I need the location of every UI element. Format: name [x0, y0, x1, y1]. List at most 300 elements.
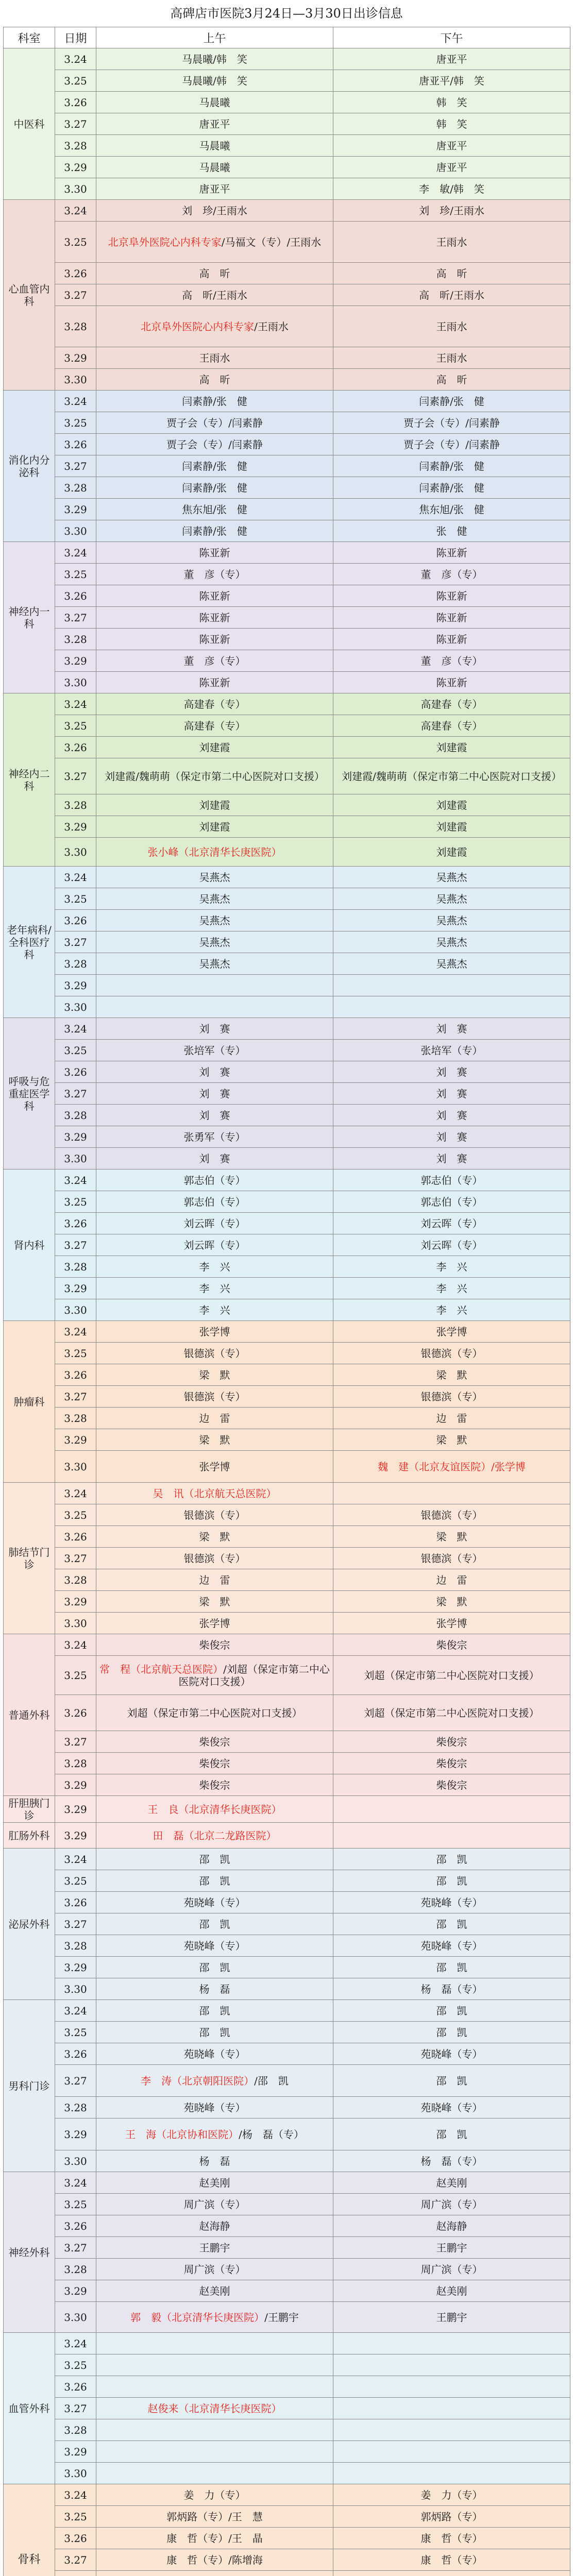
- date-cell: 3.29: [55, 2280, 96, 2302]
- afternoon-cell: 邵 凯: [333, 2000, 570, 2022]
- afternoon-cell: 刘建霞: [333, 794, 570, 816]
- table-row: [4, 2043, 570, 2065]
- department-name: 神经外科: [4, 2172, 55, 2333]
- morning-cell: 郭志伯（专）: [96, 1170, 333, 1191]
- morning-cell: 苑晓峰（专）: [96, 2097, 333, 2119]
- table-row: [4, 1913, 570, 1935]
- morning-cell: 闫素静/张 健: [96, 520, 333, 542]
- morning-cell: [96, 975, 333, 996]
- table-row: [4, 284, 570, 306]
- afternoon-cell: 魏 建（北京友谊医院）/张学博: [333, 1451, 570, 1483]
- morning-cell: 梁 默: [96, 1364, 333, 1386]
- afternoon-cell: 王雨水: [333, 306, 570, 347]
- table-row: [4, 1569, 570, 1591]
- table-row: [4, 564, 570, 585]
- afternoon-cell: 赵美刚: [333, 2280, 570, 2302]
- date-cell: 3.29: [55, 157, 96, 178]
- visiting-expert-text: 李 涛（北京朝阳医院）: [141, 2074, 255, 2087]
- morning-cell: 李 兴: [96, 1256, 333, 1278]
- date-cell: 3.28: [55, 953, 96, 975]
- table-row: [4, 1823, 570, 1849]
- table-row: [4, 499, 570, 520]
- doctor-text: /邵 凯: [254, 2074, 289, 2087]
- table-row: [4, 542, 570, 564]
- afternoon-cell: 刘 赛: [333, 1061, 570, 1083]
- date-cell: 3.26: [55, 910, 96, 931]
- afternoon-cell: 贾子会（专）/闫素静: [333, 434, 570, 455]
- table-row: [4, 2484, 570, 2506]
- afternoon-cell: [333, 2571, 570, 2576]
- table-row: [4, 2441, 570, 2463]
- morning-cell: 邵 凯: [96, 1870, 333, 1892]
- table-row: [4, 1451, 570, 1483]
- afternoon-cell: 唐亚平: [333, 48, 570, 70]
- date-cell: 3.26: [55, 2043, 96, 2065]
- afternoon-cell: 吴燕杰: [333, 867, 570, 888]
- table-row: [4, 2259, 570, 2280]
- afternoon-cell: 刘云晖（专）: [333, 1234, 570, 1256]
- afternoon-cell: 张学博: [333, 1321, 570, 1343]
- morning-cell: 闫素静/张 健: [96, 391, 333, 412]
- date-cell: 3.27: [55, 2237, 96, 2259]
- date-cell: 3.29: [55, 1823, 96, 1849]
- date-cell: 3.24: [55, 48, 96, 70]
- morning-cell: [96, 2419, 333, 2441]
- afternoon-cell: 刘 赛: [333, 1148, 570, 1170]
- morning-cell: 焦东旭/张 健: [96, 499, 333, 520]
- date-cell: 3.25: [55, 70, 96, 92]
- morning-cell: 刘超（保定市第二中心医院对口支援）: [96, 1695, 333, 1731]
- morning-cell: 陈亚新: [96, 607, 333, 629]
- morning-cell: [96, 2571, 333, 2576]
- morning-cell: 刘云晖（专）: [96, 1234, 333, 1256]
- date-cell: 3.30: [55, 996, 96, 1018]
- afternoon-cell: 刘建霞: [333, 737, 570, 758]
- table-row: [4, 2419, 570, 2441]
- morning-cell: 郭炳路（专）/王 慧: [96, 2506, 333, 2528]
- morning-cell: 王 良（北京清华长庚医院）: [96, 1796, 333, 1823]
- date-cell: 3.29: [55, 816, 96, 838]
- afternoon-cell: 梁 默: [333, 1364, 570, 1386]
- morning-cell: [96, 2119, 333, 2150]
- table-row: [4, 369, 570, 391]
- table-row: [4, 1870, 570, 1892]
- morning-cell: 赵俊来（北京清华长庚医院）: [96, 2398, 333, 2419]
- date-cell: 3.24: [55, 1483, 96, 1504]
- table-row: [4, 737, 570, 758]
- table-row: [4, 1170, 570, 1191]
- morning-cell: 贾子会（专）/闫素静: [96, 412, 333, 434]
- morning-cell: 周广滨（专）: [96, 2259, 333, 2280]
- table-row: [4, 2398, 570, 2419]
- department-name: 男科门诊: [4, 2000, 55, 2172]
- morning-cell: 康 哲（专）/王 晶: [96, 2528, 333, 2549]
- table-row: [4, 2549, 570, 2571]
- afternoon-cell: 闫素静/张 健: [333, 455, 570, 477]
- date-cell: 3.28: [55, 1105, 96, 1126]
- afternoon-cell: [333, 1483, 570, 1504]
- morning-cell: 邵 凯: [96, 1849, 333, 1870]
- morning-cell: 张勇军（专）: [96, 1126, 333, 1148]
- date-cell: 3.25: [55, 1656, 96, 1695]
- morning-cell: 姜 力（专）: [96, 2484, 333, 2506]
- afternoon-cell: 银德滨（专）: [333, 1386, 570, 1408]
- afternoon-cell: 邵 凯: [333, 1957, 570, 1978]
- morning-cell: 贾子会（专）/闫素静: [96, 434, 333, 455]
- doctor-text: /王鹏宇: [264, 2311, 299, 2324]
- table-row: [4, 1256, 570, 1278]
- date-cell: 3.27: [55, 113, 96, 135]
- table-row: [4, 2065, 570, 2097]
- date-cell: 3.28: [55, 794, 96, 816]
- morning-cell: 陈亚新: [96, 672, 333, 693]
- page-title: 高碑店市医院3月24日—3月30日出诊信息: [170, 6, 403, 21]
- date-cell: 3.27: [55, 2065, 96, 2097]
- table-row: [4, 1731, 570, 1753]
- afternoon-cell: 苑晓峰（专）: [333, 2043, 570, 2065]
- afternoon-cell: [333, 2376, 570, 2398]
- table-row: [4, 1213, 570, 1234]
- department-name: 老年病科/全科医疗科: [4, 867, 55, 1018]
- table-row: [4, 1126, 570, 1148]
- morning-cell: 张培军（专）: [96, 1040, 333, 1061]
- morning-cell: 高 昕: [96, 263, 333, 284]
- table-row: [4, 2354, 570, 2376]
- morning-cell: 康 哲（专）/陈增海: [96, 2549, 333, 2571]
- table-row: [4, 1849, 570, 1870]
- date-cell: 3.28: [55, 2259, 96, 2280]
- morning-cell: 刘 赛: [96, 1061, 333, 1083]
- date-cell: 3.26: [55, 1364, 96, 1386]
- morning-cell: 银德滨（专）: [96, 1343, 333, 1364]
- afternoon-cell: 姜 力（专）: [333, 2484, 570, 2506]
- afternoon-cell: 闫素静/张 健: [333, 477, 570, 499]
- afternoon-cell: 董 彦（专）: [333, 564, 570, 585]
- afternoon-cell: [333, 2463, 570, 2484]
- table-row: [4, 1408, 570, 1429]
- morning-cell: 梁 默: [96, 1591, 333, 1613]
- date-cell: 3.29: [55, 1796, 96, 1823]
- date-cell: 3.26: [55, 2376, 96, 2398]
- morning-cell: 柴俊宗: [96, 1634, 333, 1656]
- date-cell: 3.25: [55, 1191, 96, 1213]
- date-cell: 3.28: [55, 629, 96, 650]
- morning-cell: 刘建霞/魏萌萌（保定市第二中心医院对口支援）: [96, 758, 333, 794]
- date-cell: 3.27: [55, 1234, 96, 1256]
- morning-cell: 刘建霞: [96, 816, 333, 838]
- afternoon-cell: 王雨水: [333, 347, 570, 369]
- table-row: [4, 477, 570, 499]
- morning-cell: 梁 默: [96, 1526, 333, 1548]
- table-row: [4, 1591, 570, 1613]
- afternoon-cell: 柴俊宗: [333, 1774, 570, 1796]
- table-row: [4, 306, 570, 347]
- date-cell: 3.28: [55, 2097, 96, 2119]
- morning-cell: 张学博: [96, 1321, 333, 1343]
- morning-cell: 李 兴: [96, 1299, 333, 1321]
- afternoon-cell: 梁 默: [333, 1591, 570, 1613]
- date-cell: 3.28: [55, 1935, 96, 1957]
- visiting-expert-text: 郭 毅（北京清华长庚医院）: [130, 2311, 265, 2324]
- doctor-text: /马福文（专）/王雨水: [221, 235, 322, 248]
- afternoon-cell: 邵 凯: [333, 1913, 570, 1935]
- table-row: [4, 135, 570, 157]
- date-cell: 3.30: [55, 2150, 96, 2172]
- morning-cell: 周广滨（专）: [96, 2194, 333, 2215]
- afternoon-cell: 李 兴: [333, 1278, 570, 1299]
- date-cell: 3.30: [55, 1299, 96, 1321]
- morning-cell: 赵美刚: [96, 2280, 333, 2302]
- afternoon-cell: 康 哲（专）: [333, 2528, 570, 2549]
- morning-cell: 刘 赛: [96, 1105, 333, 1126]
- afternoon-cell: 王鹏宇: [333, 2302, 570, 2333]
- morning-cell: 高建春（专）: [96, 715, 333, 737]
- date-cell: 3.26: [55, 585, 96, 607]
- table-row: [4, 113, 570, 135]
- morning-cell: [96, 306, 333, 347]
- table-row: [4, 1774, 570, 1796]
- department-name: 神经内二科: [4, 693, 55, 867]
- department-name: 呼吸与危重症医学科: [4, 1018, 55, 1170]
- afternoon-cell: 苑晓峰（专）: [333, 1935, 570, 1957]
- date-cell: 3.29: [55, 1429, 96, 1451]
- afternoon-cell: 高 昕: [333, 263, 570, 284]
- date-cell: 3.24: [55, 2172, 96, 2194]
- afternoon-cell: 陈亚新: [333, 585, 570, 607]
- afternoon-cell: [333, 2354, 570, 2376]
- table-row: [4, 1504, 570, 1526]
- table-row: [4, 715, 570, 737]
- morning-cell: 柴俊宗: [96, 1753, 333, 1774]
- afternoon-cell: 唐亚平: [333, 157, 570, 178]
- morning-cell: [96, 2463, 333, 2484]
- table-row: [4, 585, 570, 607]
- afternoon-cell: [333, 2398, 570, 2419]
- table-row: [4, 1278, 570, 1299]
- date-cell: 3.25: [55, 1040, 96, 1061]
- morning-cell: 闫素静/张 健: [96, 477, 333, 499]
- afternoon-cell: 康 哲（专）: [333, 2549, 570, 2571]
- table-row: [4, 2333, 570, 2354]
- afternoon-cell: 银德滨（专）: [333, 1548, 570, 1569]
- afternoon-cell: 刘超（保定市第二中心医院对口支援）: [333, 1656, 570, 1695]
- table-row: [4, 1978, 570, 2000]
- date-cell: 3.24: [55, 1018, 96, 1040]
- afternoon-cell: 陈亚新: [333, 542, 570, 564]
- table-row: [4, 2172, 570, 2194]
- table-row: [4, 455, 570, 477]
- morning-cell: 苑晓峰（专）: [96, 1935, 333, 1957]
- afternoon-cell: [333, 1796, 570, 1823]
- date-cell: 3.30: [55, 1451, 96, 1483]
- date-cell: 3.27: [55, 931, 96, 953]
- morning-cell: 田 磊（北京二龙路医院）: [96, 1823, 333, 1849]
- table-row: [4, 263, 570, 284]
- morning-cell: [96, 2441, 333, 2463]
- table-row: [4, 629, 570, 650]
- afternoon-cell: 刘 赛: [333, 1083, 570, 1105]
- morning-cell: 吴燕杰: [96, 910, 333, 931]
- afternoon-cell: 苑晓峰（专）: [333, 1892, 570, 1913]
- date-cell: 3.27: [55, 1913, 96, 1935]
- morning-cell: 刘 赛: [96, 1018, 333, 1040]
- department-name: 中医科: [4, 48, 55, 200]
- afternoon-cell: 刘 珍/王雨水: [333, 200, 570, 222]
- date-cell: 3.26: [55, 1695, 96, 1731]
- date-cell: 3.27: [55, 1083, 96, 1105]
- table-row: [4, 70, 570, 92]
- morning-cell: 银德滨（专）: [96, 1386, 333, 1408]
- table-row: [4, 222, 570, 263]
- date-cell: 3.25: [55, 1504, 96, 1526]
- date-cell: 3.30: [55, 520, 96, 542]
- morning-cell: 邵 凯: [96, 1913, 333, 1935]
- afternoon-cell: 银德滨（专）: [333, 1504, 570, 1526]
- date-cell: 3.29: [55, 650, 96, 672]
- afternoon-cell: 杨 磊（专）: [333, 1978, 570, 2000]
- morning-cell: 吴 讯（北京航天总医院）: [96, 1483, 333, 1504]
- header-afternoon: 下午: [333, 27, 570, 48]
- date-cell: 3.26: [55, 737, 96, 758]
- table-row: [4, 2119, 570, 2150]
- table-row: [4, 48, 570, 70]
- morning-cell: 马晨曦: [96, 157, 333, 178]
- table-row: [4, 92, 570, 113]
- morning-cell: 陈亚新: [96, 542, 333, 564]
- morning-cell: [96, 2302, 333, 2333]
- date-cell: 3.28: [55, 2419, 96, 2441]
- date-cell: 3.29: [55, 1591, 96, 1613]
- table-row: [4, 1148, 570, 1170]
- table-row: [4, 1018, 570, 1040]
- date-cell: 3.26: [55, 434, 96, 455]
- morning-cell: [96, 2376, 333, 2398]
- date-cell: 3.29: [55, 1278, 96, 1299]
- table-row: [4, 816, 570, 838]
- date-cell: 3.24: [55, 542, 96, 564]
- visiting-expert-text: 王 海（北京协和医院）: [125, 2128, 239, 2141]
- department-name: 肺结节门诊: [4, 1483, 55, 1634]
- date-cell: 3.25: [55, 2194, 96, 2215]
- doctor-text: /刘超（保定市第二中心医院对口支援）: [178, 1663, 330, 1688]
- department-name: 肛肠外科: [4, 1823, 55, 1849]
- afternoon-cell: 边 雷: [333, 1569, 570, 1591]
- date-cell: 3.25: [55, 715, 96, 737]
- date-cell: 3.24: [55, 1849, 96, 1870]
- afternoon-cell: 闫素静/张 健: [333, 391, 570, 412]
- date-cell: 3.25: [55, 564, 96, 585]
- morning-cell: [96, 2333, 333, 2354]
- date-cell: 3.29: [55, 499, 96, 520]
- table-row: [4, 520, 570, 542]
- header-row: [4, 27, 570, 48]
- afternoon-cell: 唐亚平: [333, 135, 570, 157]
- date-cell: 3.28: [55, 1753, 96, 1774]
- afternoon-cell: 邵 凯: [333, 1870, 570, 1892]
- visiting-expert-text: 北京阜外医院心内科专家: [141, 320, 255, 333]
- afternoon-cell: 王雨水: [333, 222, 570, 263]
- date-cell: 3.26: [55, 2528, 96, 2549]
- date-cell: 3.30: [55, 838, 96, 867]
- table-row: [4, 953, 570, 975]
- date-cell: 3.24: [55, 1321, 96, 1343]
- afternoon-cell: 郭志伯（专）: [333, 1170, 570, 1191]
- department-name: 神经内一科: [4, 542, 55, 693]
- table-row: [4, 650, 570, 672]
- morning-cell: 马晨曦/韩 笑: [96, 70, 333, 92]
- afternoon-cell: 梁 默: [333, 1526, 570, 1548]
- afternoon-cell: [333, 975, 570, 996]
- morning-cell: 柴俊宗: [96, 1731, 333, 1753]
- date-cell: 3.29: [55, 1957, 96, 1978]
- morning-cell: 边 雷: [96, 1569, 333, 1591]
- morning-cell: 李 兴: [96, 1278, 333, 1299]
- table-row: [4, 434, 570, 455]
- afternoon-cell: [333, 2419, 570, 2441]
- date-cell: 3.28: [55, 477, 96, 499]
- afternoon-cell: 焦东旭/张 健: [333, 499, 570, 520]
- date-cell: 3.25: [55, 222, 96, 263]
- date-cell: 3.27: [55, 2398, 96, 2419]
- morning-cell: 赵美刚: [96, 2172, 333, 2194]
- afternoon-cell: 周广滨（专）: [333, 2259, 570, 2280]
- afternoon-cell: 周广滨（专）: [333, 2194, 570, 2215]
- table-row: [4, 867, 570, 888]
- afternoon-cell: 吴燕杰: [333, 888, 570, 910]
- afternoon-cell: 贾子会（专）/闫素静: [333, 412, 570, 434]
- morning-cell: 董 彦（专）: [96, 650, 333, 672]
- table-row: [4, 931, 570, 953]
- afternoon-cell: 赵美刚: [333, 2172, 570, 2194]
- date-cell: 3.27: [55, 607, 96, 629]
- doctor-text: /王雨水: [254, 320, 289, 333]
- morning-cell: 邵 凯: [96, 1957, 333, 1978]
- table-row: [4, 1105, 570, 1126]
- visiting-expert-text: 北京阜外医院心内科专家: [108, 235, 222, 248]
- doctor-text: /杨 磊（专）: [239, 2128, 304, 2141]
- date-cell: 3.25: [55, 2354, 96, 2376]
- table-row: [4, 1364, 570, 1386]
- date-cell: 3.26: [55, 1526, 96, 1548]
- date-cell: 3.24: [55, 693, 96, 715]
- morning-cell: 唐亚平: [96, 178, 333, 200]
- morning-cell: 杨 磊: [96, 1978, 333, 2000]
- afternoon-cell: [333, 2441, 570, 2463]
- table-row: [4, 2280, 570, 2302]
- afternoon-cell: 吴燕杰: [333, 910, 570, 931]
- afternoon-cell: 刘超（保定市第二中心医院对口支援）: [333, 1695, 570, 1731]
- date-cell: 3.29: [55, 1774, 96, 1796]
- table-row: [4, 412, 570, 434]
- table-row: [4, 2571, 570, 2576]
- date-cell: 3.24: [55, 1170, 96, 1191]
- table-row: [4, 200, 570, 222]
- date-cell: 3.28: [55, 306, 96, 347]
- date-cell: 3.27: [55, 758, 96, 794]
- date-cell: 3.24: [55, 867, 96, 888]
- date-cell: 3.26: [55, 263, 96, 284]
- afternoon-cell: 高建春（专）: [333, 693, 570, 715]
- morning-cell: 陈亚新: [96, 585, 333, 607]
- table-row: [4, 794, 570, 816]
- afternoon-cell: [333, 2333, 570, 2354]
- table-row: [4, 888, 570, 910]
- table-row: [4, 1386, 570, 1408]
- date-cell: 3.24: [55, 391, 96, 412]
- date-cell: [55, 2571, 96, 2576]
- morning-cell: 邵 凯: [96, 2000, 333, 2022]
- date-cell: 3.26: [55, 1892, 96, 1913]
